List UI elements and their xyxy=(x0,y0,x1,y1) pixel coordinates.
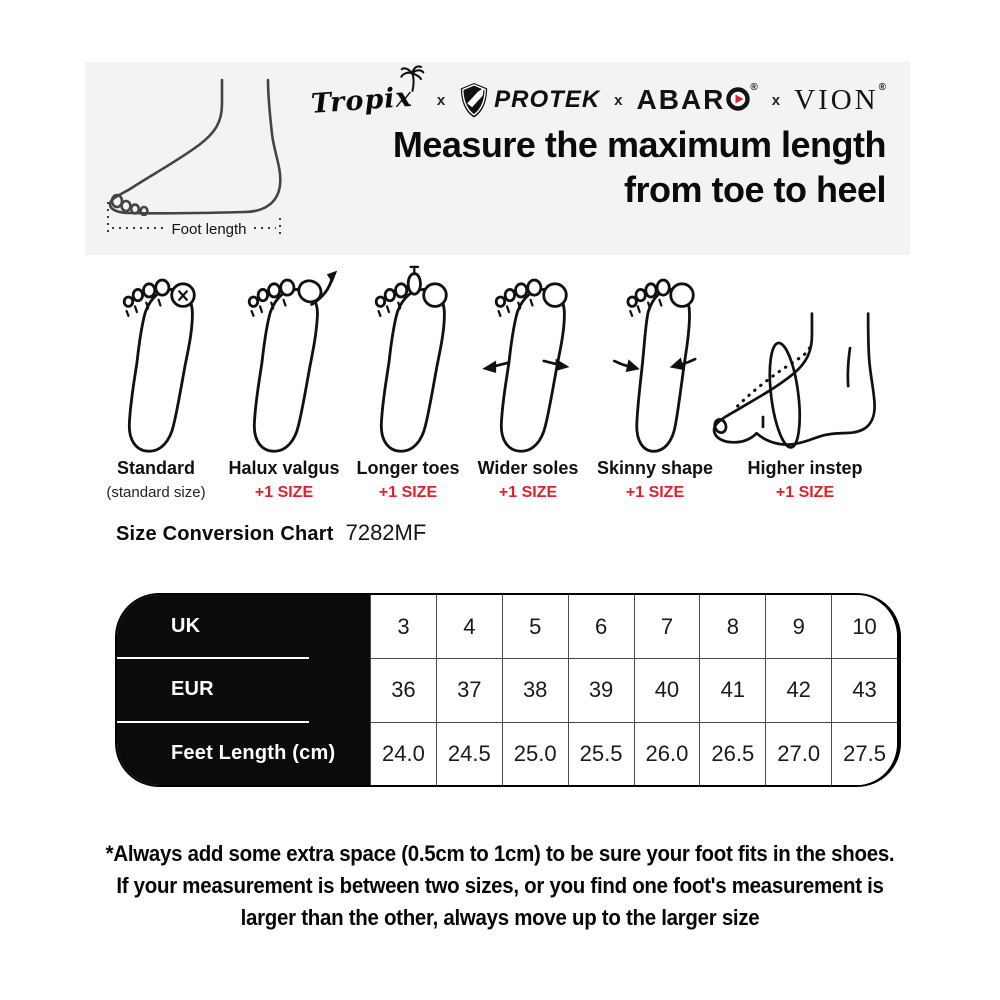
foot-type-note: +1 SIZE xyxy=(625,484,685,501)
row-header-eur: EUR xyxy=(117,658,370,721)
protek-wordmark: PROTEK xyxy=(494,86,601,113)
foot-type-label: Longer toes xyxy=(356,458,460,478)
registered-mark: ® xyxy=(878,81,886,93)
foot-sole-wider-icon xyxy=(476,265,579,455)
foot-type-note: +1 SIZE xyxy=(378,484,438,501)
foot-sole-skinny-icon xyxy=(603,265,706,455)
foot-length-diagram xyxy=(93,72,325,247)
table-cell: 25.0 xyxy=(502,722,568,785)
foot-type-label: Wider soles xyxy=(477,458,579,478)
foot-sole-halux-icon xyxy=(229,265,340,455)
foot-type-note: +1 SIZE xyxy=(775,484,835,501)
foot-type-label: Skinny shape xyxy=(596,458,714,478)
row-header-feet-length: Feet Length (cm) xyxy=(117,722,370,785)
table-cell: 37 xyxy=(436,658,502,721)
table-cell: 39 xyxy=(568,658,634,721)
foot-type-label: Higher instep xyxy=(747,458,863,478)
foot-type-note: (standard size) xyxy=(106,484,206,501)
foot-instep-icon xyxy=(705,310,904,455)
footnote-line3: larger than the other, always move up to the larger size xyxy=(240,905,760,930)
shield-icon xyxy=(459,82,489,118)
brand-separator: x xyxy=(614,91,623,109)
tropix-logo xyxy=(310,81,423,120)
foot-types-row xyxy=(0,263,1000,513)
registered-mark: ® xyxy=(750,82,758,93)
headline-line2: from toe to heel xyxy=(623,169,886,210)
play-circle-icon xyxy=(726,87,750,111)
table-cell: 40 xyxy=(634,658,700,721)
table-cell: 10 xyxy=(831,595,897,658)
brand-logos-row xyxy=(311,82,886,118)
foot-type-longer-toes xyxy=(348,263,468,502)
row-header-uk: UK xyxy=(117,595,370,658)
foot-type-label: Standard xyxy=(116,458,195,478)
brand-separator: x xyxy=(771,91,781,109)
table-cell: 42 xyxy=(765,658,831,721)
table-cell: 24.5 xyxy=(436,722,502,785)
abaro-wordmark: ABAR xyxy=(636,84,726,115)
footnote-line2: If your measurement is between two sizes, or you find one foot's measurement is xyxy=(116,873,884,898)
table-cell: 27.5 xyxy=(831,722,897,785)
footnote xyxy=(35,838,965,934)
foot-length-label: Foot length xyxy=(171,221,247,238)
vion-logo xyxy=(794,81,886,117)
foot-side-icon xyxy=(93,72,325,247)
foot-type-wider-soles xyxy=(468,263,588,502)
vion-wordmark: VION xyxy=(794,83,879,116)
foot-sole-standard-icon xyxy=(104,265,207,455)
foot-type-note: +1 SIZE xyxy=(254,484,314,501)
table-cell: 9 xyxy=(765,595,831,658)
section-heading xyxy=(116,520,426,546)
measure-instruction-panel xyxy=(85,62,910,255)
table-cell: 36 xyxy=(370,658,436,721)
table-cell: 4 xyxy=(436,595,502,658)
section-title: Size Conversion Chart xyxy=(116,523,334,545)
tropix-wordmark: Tropix xyxy=(310,81,414,120)
size-conversion-table xyxy=(115,593,901,787)
abaro-logo xyxy=(637,84,758,116)
table-cell: 26.5 xyxy=(699,722,765,785)
foot-type-standard xyxy=(96,263,216,501)
brand-separator: x xyxy=(436,91,446,109)
table-cell: 41 xyxy=(699,658,765,721)
footnote-line1: *Always add some extra space (0.5cm to 1cm) to be sure your foot fits in the shoes. xyxy=(105,841,895,866)
table-cell: 3 xyxy=(370,595,436,658)
measure-headline xyxy=(393,122,886,212)
foot-sole-longer-toes-icon xyxy=(356,265,459,455)
table-cell: 25.5 xyxy=(568,722,634,785)
table-cell: 7 xyxy=(634,595,700,658)
table-cell: 43 xyxy=(831,658,897,721)
table-cell: 38 xyxy=(502,658,568,721)
palm-tree-icon xyxy=(398,63,426,93)
foot-type-label: Halux valgus xyxy=(228,458,340,478)
model-code: 7282MF xyxy=(345,520,427,545)
table-cell: 26.0 xyxy=(634,722,700,785)
table-cell: 27.0 xyxy=(765,722,831,785)
table-cell: 24.0 xyxy=(370,722,436,785)
foot-type-note: +1 SIZE xyxy=(498,484,558,501)
table-cell: 5 xyxy=(502,595,568,658)
table-cell: 8 xyxy=(699,595,765,658)
table-cell: 6 xyxy=(568,595,634,658)
headline-line1: Measure the maximum length xyxy=(392,124,886,165)
foot-type-halux-valgus xyxy=(219,263,349,502)
protek-logo xyxy=(459,82,600,118)
foot-type-higher-instep xyxy=(700,263,910,502)
